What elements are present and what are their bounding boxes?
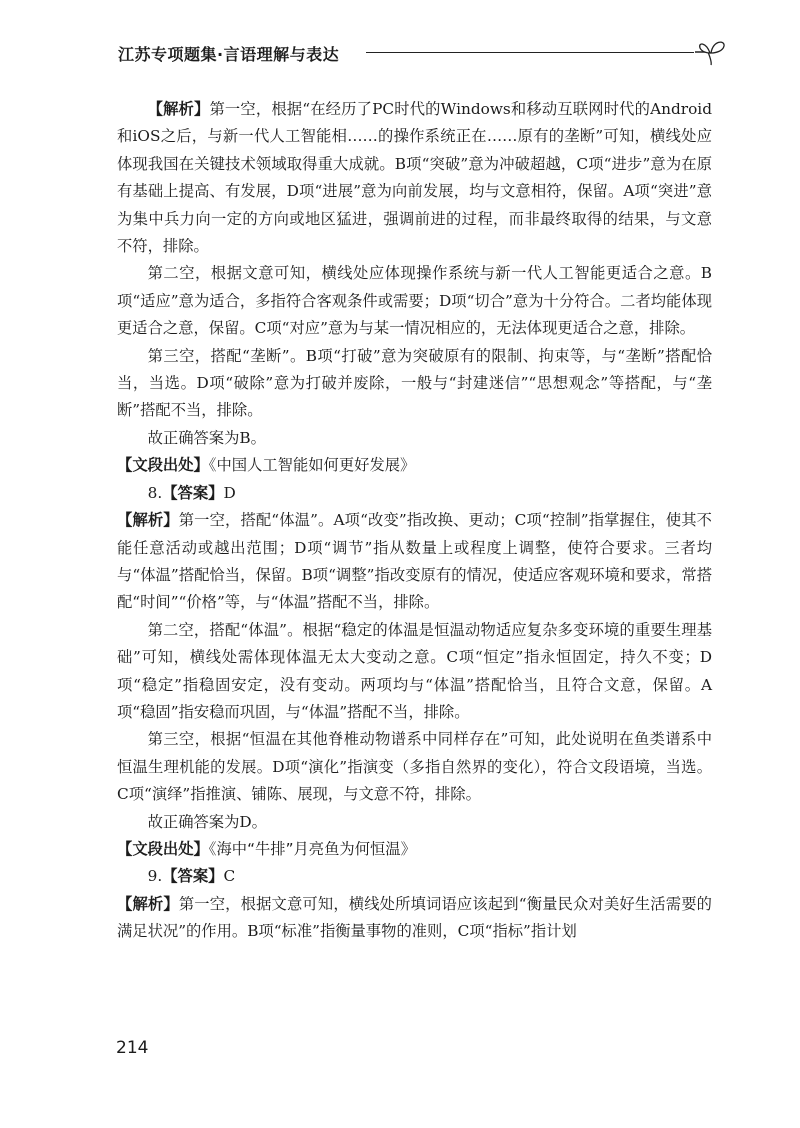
q7-analysis-paragraph-1: [117, 96, 712, 260]
source-label: 文段出处: [132, 839, 194, 858]
bracket-close: 】: [163, 511, 179, 530]
running-header: [118, 38, 728, 68]
q7-analysis-paragraph-3: 第三空，搭配“垄断”。B项“打破”意为突破原有的限制、拘束等，与“垄断”搭配恰当，当选。D项“破除”意为打破并废除，一般与“封建迷信”“思想观念”等搭配，与“垄断”搭配不当，排除。: [117, 346, 712, 420]
q9-analysis-text-1: 第一空，根据文意可知，横线处所填词语应该起到“衡量民众对美好生活需要的满足状况”的作用。B项“标准”指衡量事物的准则，C项“指标”指计划: [117, 894, 712, 941]
bracket-open: 【: [162, 483, 178, 502]
answer-label: 答案: [177, 867, 209, 886]
q7-source-title: 《中国人工智能如何更好发展》: [208, 456, 416, 475]
q8-number: 8.: [147, 483, 163, 502]
page-number: 214: [116, 1038, 149, 1058]
q8-answer-line: [117, 480, 712, 507]
q8-conclusion: 故正确答案为D。: [147, 812, 267, 831]
bracket-close: 】: [163, 894, 179, 913]
q8-analysis-paragraph-2: 第二空，搭配“体温”。根据“稳定的体温是恒温动物适应复杂多变环境的重要生理基础”可知，横线处需体现体温无太大变动之意。C项“恒定”指永恒固定，持久不变；D项“稳定”指稳固安定，没有变动。两项均与“体温”搭配恰当，且符合文意，保留。A项“稳固”指安稳而巩固，与“体温”搭配不当，排除。: [117, 620, 712, 721]
analysis-label: 解析: [132, 894, 164, 913]
q8-analysis-text-1: 第一空，搭配“体温”。A项“改变”指改换、更动；C项“控制”指掌握住，使其不能任意活动或越出范围；D项“调节”指从数量上或程度上调整，使符合要求。三者均与“体温”搭配恰当，保留。B项“调整”指改变原有的情况，使适应客观环境和要求，常搭配“时间”“价格”等，与“体温”搭配不当，排除。: [117, 511, 712, 612]
bracket-open: 【: [162, 867, 178, 886]
bracket-open: 【: [117, 894, 133, 913]
q7-source-line: [117, 452, 712, 479]
bracket-open: 【: [117, 511, 133, 530]
q9-analysis-paragraph-1: [117, 891, 712, 946]
bracket-open: 【: [147, 100, 164, 118]
page-body: [117, 96, 712, 946]
bracket-close: 】: [193, 839, 209, 858]
q9-number: 9.: [147, 867, 163, 886]
q8-analysis-paragraph-3: 第三空，根据“恒温在其他脊椎动物谱系中同样存在”可知，此处说明在鱼类谱系中恒温生理机能的发展。D项“演化”指演变（多指自然界的变化），符合文段语境，当选。C项“演绎”指推演、铺陈、展现，与文意不符，排除。: [117, 730, 712, 804]
bracket-close: 】: [194, 100, 210, 118]
answer-label: 答案: [177, 483, 209, 502]
analysis-label: 解析: [163, 100, 194, 118]
q8-analysis-paragraph-1: [117, 507, 712, 617]
q8-source-title: 《海中“牛排”月亮鱼为何恒温》: [208, 839, 416, 858]
bracket-close: 】: [208, 867, 224, 886]
analysis-label: 解析: [132, 511, 164, 530]
q8-answer-value: D: [223, 483, 236, 502]
q7-analysis-text-1: 第一空，根据“在经历了PC时代的Windows和移动互联网时代的Android和iOS之后，与新一代人工智能相……的操作系统正在……原有的垄断”可知，横线处应体现我国在关键技术领域取得重大成就。B项“突破”意为冲破超越，C项“进步”意为在原有基础上提高、有发展，D项“进展”意为向前发展，均与文意相符，保留。A项“突进”意为集中兵力向一定的方向或地区猛进，强调前进的过程，而非最终取得的结果，与文意不符，排除。: [117, 100, 712, 256]
bracket-open: 【: [117, 839, 133, 858]
q7-conclusion: 故正确答案为B。: [147, 428, 266, 447]
source-label: 文段出处: [132, 456, 194, 475]
header-rule: [366, 52, 694, 53]
bracket-open: 【: [117, 456, 133, 475]
bracket-close: 】: [193, 456, 209, 475]
q9-answer-line: [117, 863, 712, 890]
q8-source-line: [117, 836, 712, 863]
sprout-icon: [694, 38, 728, 66]
q7-analysis-paragraph-2: 第二空，根据文意可知，横线处应体现操作系统与新一代人工智能更适合之意。B项“适应”意为适合，多指符合客观条件或需要；D项“切合”意为十分符合。二者均能体现更适合之意，保留。C项“对应”意为与某一情况相应的，无法体现更适合之意，排除。: [117, 264, 712, 338]
q9-answer-value: C: [223, 867, 236, 886]
header-title: 江苏专项题集·言语理解与表达: [118, 45, 340, 64]
bracket-close: 】: [208, 483, 224, 502]
